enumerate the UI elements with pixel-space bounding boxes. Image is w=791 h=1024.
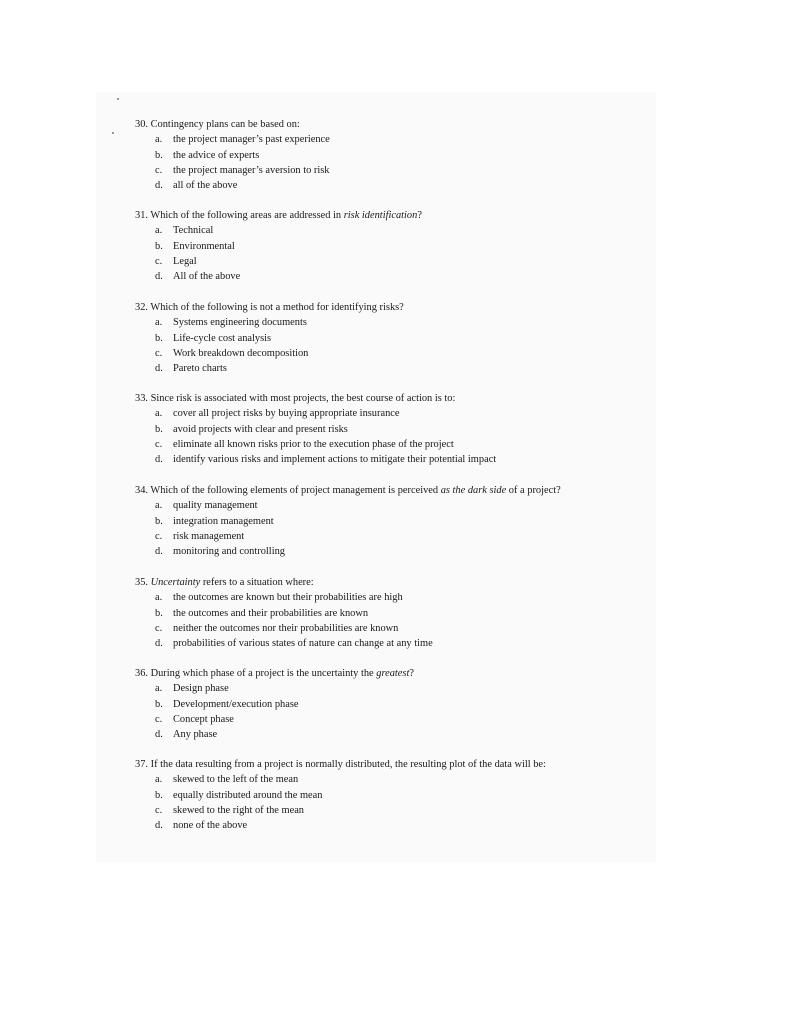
answer-option — [135, 621, 433, 636]
answer-option — [135, 514, 561, 529]
answer-option — [135, 437, 496, 452]
option-letter: b. — [155, 789, 163, 801]
option-text: risk management — [173, 530, 245, 542]
emphasized-term: risk identification — [343, 210, 418, 221]
question-34 — [135, 483, 561, 559]
option-text: Design phase — [173, 683, 229, 695]
answer-option — [135, 406, 496, 421]
question-text: ? — [417, 210, 422, 221]
option-text: neither the outcomes nor their probabilities are known — [173, 622, 399, 634]
option-letter: b. — [155, 332, 163, 344]
answer-option — [135, 636, 433, 651]
option-text: all of the above — [173, 180, 238, 192]
option-letter: a. — [155, 774, 163, 786]
question-text: Which of the following elements of project management is perceived — [150, 485, 441, 496]
option-letter: c. — [155, 438, 163, 450]
question-37 — [135, 757, 546, 833]
answer-option — [135, 422, 496, 437]
option-text: Legal — [173, 255, 197, 267]
option-letter: a. — [155, 134, 163, 146]
answer-option — [135, 452, 496, 467]
option-text: All of the above — [173, 271, 241, 283]
answer-option — [135, 544, 561, 559]
option-letter: b. — [155, 423, 163, 435]
question-30 — [135, 117, 330, 193]
question-number: 33. — [135, 393, 148, 404]
option-letter: b. — [155, 607, 163, 619]
question-32 — [135, 300, 404, 376]
question-number: 37. — [135, 759, 148, 770]
option-text: the project manager’s past experience — [173, 134, 330, 146]
option-text: Concept phase — [173, 713, 234, 725]
question-text: Which of the following areas are addressed in — [150, 210, 344, 221]
answer-option — [135, 223, 422, 238]
option-letter: a. — [155, 317, 163, 329]
option-text: Technical — [173, 225, 214, 237]
question-stem — [135, 575, 433, 590]
answer-option — [135, 254, 422, 269]
option-letter: d. — [155, 729, 163, 741]
answer-option — [135, 818, 546, 833]
scan-speck — [112, 132, 114, 134]
question-35 — [135, 575, 433, 651]
question-number: 36. — [135, 668, 148, 679]
option-letter: b. — [155, 698, 163, 710]
option-letter: d. — [155, 271, 163, 283]
answer-option — [135, 606, 433, 621]
option-letter: d. — [155, 546, 163, 558]
option-text: probabilities of various states of nature can change at any time — [173, 638, 433, 650]
option-letter: a. — [155, 225, 163, 237]
question-number: 35. — [135, 577, 148, 588]
option-letter: c. — [155, 622, 163, 634]
answer-option — [135, 132, 330, 147]
option-text: Environmental — [173, 240, 235, 252]
question-text: Which of the following is not a method for identifying risks? — [150, 302, 404, 313]
option-text: the project manager’s aversion to risk — [173, 164, 330, 176]
option-letter: d. — [155, 180, 163, 192]
answer-option — [135, 498, 561, 513]
emphasized-term: Uncertainty — [150, 577, 201, 588]
option-letter: c. — [155, 164, 163, 176]
option-letter: b. — [155, 240, 163, 252]
option-letter: c. — [155, 804, 163, 816]
question-number: 34. — [135, 485, 148, 496]
answer-option — [135, 239, 422, 254]
option-letter: b. — [155, 149, 163, 161]
option-text: quality management — [173, 500, 258, 512]
answer-option — [135, 727, 414, 742]
question-number: 30. — [135, 119, 148, 130]
answer-option — [135, 697, 414, 712]
question-stem — [135, 666, 414, 681]
option-text: Life-cycle cost analysis — [173, 332, 272, 344]
question-stem — [135, 391, 496, 406]
answer-option — [135, 712, 414, 727]
emphasized-term: as the dark side — [440, 485, 507, 496]
option-letter: c. — [155, 530, 163, 542]
question-number: 32. — [135, 302, 148, 313]
option-letter: a. — [155, 683, 163, 695]
option-letter: d. — [155, 820, 163, 832]
answer-option — [135, 788, 546, 803]
question-text: refers to a situation where: — [200, 577, 314, 588]
emphasized-term: greatest — [376, 668, 410, 679]
option-letter: d. — [155, 363, 163, 375]
option-text: identify various risks and implement actions to mitigate their potential impact — [173, 454, 497, 466]
answer-option — [135, 346, 404, 361]
option-letter: c. — [155, 347, 163, 359]
option-text: avoid projects with clear and present risks — [173, 423, 348, 435]
option-text: cover all project risks by buying appropriate insurance — [173, 408, 400, 420]
option-text: equally distributed around the mean — [173, 789, 323, 801]
question-number: 31. — [135, 210, 148, 221]
question-stem — [135, 483, 561, 498]
question-text: of a project? — [506, 485, 561, 496]
option-text: the outcomes and their probabilities are known — [173, 607, 369, 619]
question-text: Since risk is associated with most projects, the best course of action is to: — [150, 393, 456, 404]
answer-option — [135, 529, 561, 544]
option-letter: c. — [155, 713, 163, 725]
question-31 — [135, 208, 422, 284]
option-text: Pareto charts — [173, 363, 227, 375]
scan-speck — [117, 98, 119, 100]
option-text: the advice of experts — [173, 149, 260, 161]
answer-option — [135, 681, 414, 696]
option-letter: a. — [155, 500, 163, 512]
answer-option — [135, 772, 546, 787]
option-text: Development/execution phase — [173, 698, 299, 710]
question-stem — [135, 757, 546, 772]
question-stem — [135, 208, 422, 223]
question-text: ? — [409, 668, 414, 679]
option-text: none of the above — [173, 820, 248, 832]
question-text: If the data resulting from a project is normally distributed, the resulting plot of the data will be: — [150, 759, 546, 770]
option-text: skewed to the left of the mean — [173, 774, 299, 786]
option-letter: c. — [155, 255, 163, 267]
question-33 — [135, 391, 496, 467]
answer-option — [135, 361, 404, 376]
answer-option — [135, 269, 422, 284]
option-text: the outcomes are known but their probabilities are high — [173, 592, 403, 604]
option-text: eliminate all known risks prior to the execution phase of the project — [173, 438, 454, 450]
option-text: integration management — [173, 515, 274, 527]
question-text: During which phase of a project is the uncertainty the — [150, 668, 377, 679]
option-text: skewed to the right of the mean — [173, 804, 304, 816]
answer-option — [135, 315, 404, 330]
question-stem — [135, 300, 404, 315]
answer-option — [135, 163, 330, 178]
question-text: Contingency plans can be based on: — [150, 119, 300, 130]
option-letter: d. — [155, 638, 163, 650]
answer-option — [135, 331, 404, 346]
question-stem — [135, 117, 330, 132]
option-text: Any phase — [173, 729, 218, 741]
option-letter: a. — [155, 592, 163, 604]
answer-option — [135, 590, 433, 605]
option-letter: a. — [155, 408, 163, 420]
answer-option — [135, 178, 330, 193]
option-letter: d. — [155, 454, 163, 466]
question-36 — [135, 666, 414, 742]
answer-option — [135, 803, 546, 818]
option-text: Systems engineering documents — [173, 317, 307, 329]
option-text: monitoring and controlling — [173, 546, 285, 558]
option-letter: b. — [155, 515, 163, 527]
answer-option — [135, 148, 330, 163]
option-text: Work breakdown decomposition — [173, 347, 309, 359]
